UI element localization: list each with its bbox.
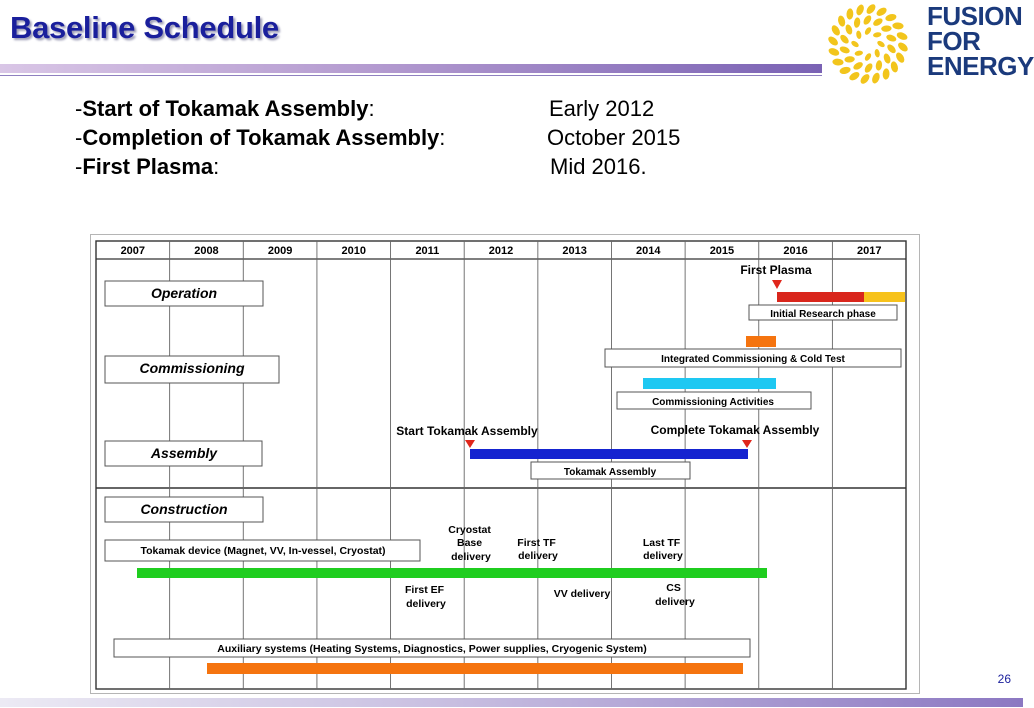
logo-text-fusion: FUSION bbox=[927, 1, 1023, 31]
last-tf-delivery-label: Last TF delivery bbox=[642, 537, 683, 562]
cryostat-delivery-label: Cryostat Base delivery bbox=[448, 524, 491, 563]
milestone-complete-assembly: -Completion of Tokamak Assembly: October 2015 bbox=[75, 125, 681, 150]
header-rule-thin bbox=[0, 75, 822, 76]
year-label-2014: 2014 bbox=[636, 245, 661, 257]
logo-sun-petal bbox=[894, 51, 906, 64]
header-rule bbox=[0, 64, 822, 73]
initial-research-label: Initial Research phase bbox=[770, 309, 876, 320]
logo-sun-petal bbox=[872, 17, 884, 28]
footer-rule bbox=[0, 698, 1023, 707]
schedule-frame bbox=[90, 234, 920, 694]
logo-sun-petal bbox=[827, 35, 840, 47]
logo-sun-petal bbox=[892, 22, 904, 30]
year-label-2017: 2017 bbox=[856, 245, 882, 257]
operation-bar-yellow bbox=[864, 292, 905, 302]
tokamak-device-bar bbox=[137, 568, 767, 578]
vv-delivery-label: VV delivery bbox=[553, 588, 611, 600]
logo-sun-petal bbox=[862, 14, 873, 26]
page-number: 26 bbox=[997, 672, 1011, 686]
logo-sun-petal bbox=[864, 26, 873, 36]
page-title: Baseline Schedule bbox=[10, 10, 279, 45]
first-ef-delivery-label: First EF delivery bbox=[404, 584, 446, 610]
milestone-date: October 2015 bbox=[547, 125, 681, 150]
cold-test-bar bbox=[746, 336, 776, 347]
complete-assembly-label: Complete Tokamak Assembly bbox=[650, 423, 820, 437]
commissioning-activities-label: Commissioning Activities bbox=[652, 397, 774, 408]
logo-sun-petal bbox=[863, 62, 874, 74]
schedule-diagram bbox=[91, 235, 919, 693]
logo-sun-petal bbox=[873, 32, 882, 38]
logo-sun-petal bbox=[864, 52, 873, 62]
logo-sun-petal bbox=[881, 25, 892, 32]
logo-sun-petal bbox=[832, 58, 844, 66]
logo-sun-petal bbox=[874, 49, 880, 58]
logo-sun-petal bbox=[850, 40, 860, 49]
logo-sun-petal bbox=[875, 6, 888, 18]
logo-sun-petal bbox=[896, 41, 909, 53]
assembly-label: Assembly bbox=[150, 445, 218, 461]
logo-sun-petal bbox=[890, 61, 899, 74]
cs-delivery-label: CS delivery bbox=[655, 582, 695, 608]
logo-sun-petal bbox=[856, 30, 862, 39]
year-label-2007: 2007 bbox=[120, 245, 146, 257]
milestone-label: Start of Tokamak Assembly bbox=[82, 96, 369, 121]
logo-sun-petal bbox=[886, 43, 898, 55]
logo-sun-petal bbox=[883, 53, 892, 65]
first-plasma-label: First Plasma bbox=[740, 263, 812, 277]
integrated-commissioning-label: Integrated Commissioning & Cold Test bbox=[661, 354, 845, 365]
logo-sun-petal bbox=[852, 61, 864, 72]
logo-sun-petal bbox=[854, 50, 863, 56]
logo-sun-petal bbox=[876, 40, 886, 49]
year-label-2011: 2011 bbox=[415, 245, 440, 257]
year-label-2016: 2016 bbox=[783, 245, 808, 257]
logo-sun-petal bbox=[848, 70, 861, 82]
logo-text-for: FOR bbox=[927, 26, 981, 56]
operation-label: Operation bbox=[150, 285, 218, 301]
logo-sun-petal bbox=[853, 17, 861, 28]
logo-sun-petal bbox=[896, 31, 909, 41]
logo-sun-petal bbox=[875, 60, 883, 71]
logo-sun-petal bbox=[844, 56, 855, 63]
construction-label: Construction bbox=[140, 501, 228, 517]
tokamak-assembly-bar bbox=[470, 449, 748, 459]
start-assembly-label: Start Tokamak Assembly bbox=[396, 424, 538, 438]
milestone-label: First Plasma bbox=[82, 154, 214, 179]
milestone-date: Early 2012 bbox=[549, 96, 655, 121]
milestone-date: Mid 2016. bbox=[550, 154, 647, 179]
logo-sun-petal bbox=[885, 13, 898, 22]
logo-sun-petal bbox=[885, 33, 897, 42]
milestone-first-plasma: -First Plasma: Mid 2016. bbox=[75, 154, 647, 179]
year-label-2009: 2009 bbox=[267, 245, 293, 257]
logo-sun-petal bbox=[882, 68, 890, 80]
milestone-start-assembly: -Start of Tokamak Assembly: Early 2012 bbox=[75, 96, 655, 121]
logo-sun-petal bbox=[830, 24, 842, 37]
tokamak-device-label: Tokamak device (Magnet, VV, In-vessel, Cryostat) bbox=[140, 545, 386, 557]
logo-sun-petal bbox=[844, 24, 853, 36]
auxiliary-bar bbox=[207, 663, 743, 674]
commissioning-label: Commissioning bbox=[139, 360, 245, 376]
first-tf-delivery-label: First TF delivery bbox=[517, 537, 558, 562]
logo-wordmark bbox=[927, 1, 1034, 81]
auxiliary-label: Auxiliary systems (Heating Systems, Diagnostics, Power supplies, Cryogenic System) bbox=[217, 643, 647, 655]
logo-sun-petal bbox=[846, 8, 854, 20]
logo-sun-petal bbox=[839, 33, 851, 45]
year-label-2013: 2013 bbox=[562, 245, 587, 257]
logo-sun-petal bbox=[839, 45, 851, 54]
commissioning-activities-bar bbox=[643, 378, 776, 389]
logo-sun-petal bbox=[871, 72, 881, 85]
operation-bar-red bbox=[777, 292, 864, 302]
year-label-2012: 2012 bbox=[488, 245, 514, 257]
logo-sun-petal bbox=[839, 66, 852, 75]
milestone-label: Completion of Tokamak Assembly bbox=[82, 125, 440, 150]
logo-sun-petal bbox=[837, 15, 846, 28]
logo-sun-petal bbox=[827, 47, 840, 57]
logo-sun-petal bbox=[855, 3, 865, 16]
year-label-2010: 2010 bbox=[341, 245, 366, 257]
logo-sun-petal bbox=[859, 72, 871, 85]
year-label-2015: 2015 bbox=[709, 245, 735, 257]
tokamak-assembly-label: Tokamak Assembly bbox=[563, 467, 657, 478]
logo-sun-petal bbox=[865, 3, 877, 16]
year-label-2008: 2008 bbox=[194, 245, 219, 257]
milestone-list bbox=[75, 94, 681, 181]
logo-text-energy: ENERGY bbox=[927, 51, 1034, 81]
